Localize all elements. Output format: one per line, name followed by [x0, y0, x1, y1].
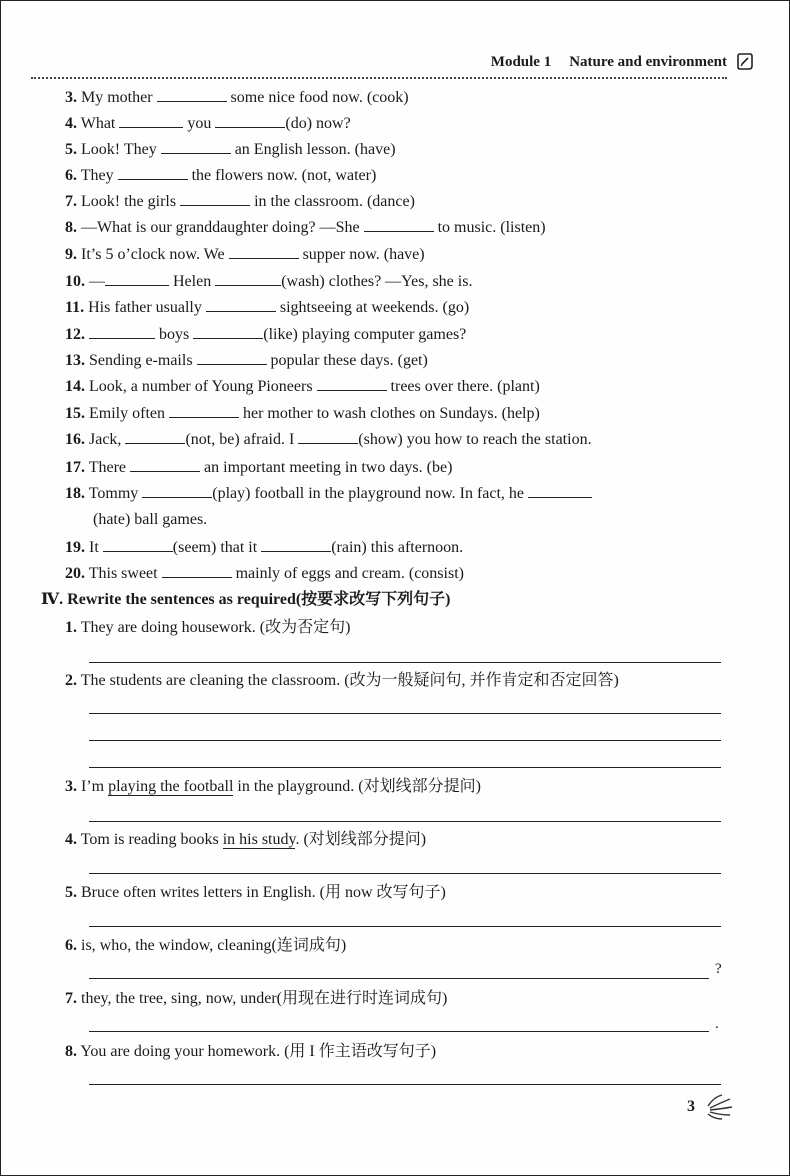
end-punctuation: . — [715, 1016, 719, 1032]
list-item: 18. Tommy (play) football in the playground now. In fact, he — [65, 483, 592, 504]
rewrite-item: 1. They are doing housework. (改为否定句) — [65, 619, 351, 636]
answer-blank[interactable] — [157, 87, 227, 102]
answer-blank[interactable] — [162, 563, 232, 578]
answer-line[interactable] — [89, 926, 721, 927]
answer-line[interactable] — [89, 713, 721, 714]
answer-blank[interactable] — [215, 113, 285, 128]
answer-blank[interactable] — [215, 271, 281, 286]
page-number: 3 — [687, 1098, 695, 1115]
pencil-note-icon — [735, 52, 755, 72]
list-item: 12. boys (like) playing computer games? — [65, 326, 467, 343]
answer-blank[interactable] — [298, 429, 358, 444]
answer-line[interactable] — [89, 821, 721, 822]
rewrite-item: 2. The students are cleaning the classroom. (改为一般疑问句, 并作肯定和否定回答) — [65, 672, 619, 689]
answer-blank[interactable] — [317, 376, 387, 391]
section-heading: Ⅳ. Rewrite the sentences as required(按要求改写下列句子) — [41, 591, 451, 608]
list-item: 16. Jack, (not, be) afraid. I (show) you how to reach the station. — [65, 431, 592, 448]
leaf-ornament-icon — [704, 1091, 736, 1121]
list-item: 6. They the flowers now. (not, water) — [65, 167, 377, 184]
answer-line[interactable] — [89, 767, 721, 768]
list-item-continuation: (hate) ball games. — [93, 511, 208, 528]
answer-blank[interactable] — [206, 297, 276, 312]
module-title: Nature and environment — [569, 54, 727, 70]
underlined-phrase: playing the football — [108, 778, 234, 795]
answer-blank[interactable] — [130, 457, 200, 472]
answer-blank[interactable] — [364, 217, 434, 232]
answer-line[interactable] — [89, 1031, 709, 1032]
answer-line[interactable] — [89, 662, 721, 663]
answer-blank[interactable] — [528, 483, 592, 498]
rewrite-item: 6. is, who, the window, cleaning(连词成句) — [65, 937, 347, 954]
list-item: 9. It’s 5 o’clock now. We supper now. (have) — [65, 246, 425, 263]
answer-blank[interactable] — [180, 191, 250, 206]
list-item: 15. Emily often her mother to wash clothes on Sundays. (help) — [65, 405, 540, 422]
underlined-phrase: in his study — [222, 831, 296, 848]
answer-blank[interactable] — [105, 271, 169, 286]
end-punctuation: ? — [715, 961, 722, 977]
answer-line[interactable] — [89, 1084, 721, 1085]
rewrite-item: 7. they, the tree, sing, now, under(用现在进行时连词成句) — [65, 990, 448, 1007]
rewrite-item: 8. You are doing your homework. (用 I 作主语改写句子) — [65, 1043, 437, 1060]
list-item: 10. — Helen (wash) clothes? —Yes, she is. — [65, 273, 473, 290]
list-item: 5. Look! They an English lesson. (have) — [65, 141, 396, 158]
answer-line[interactable] — [89, 978, 709, 979]
page-header — [31, 51, 727, 79]
list-item: 14. Look, a number of Young Pioneers trees over there. (plant) — [65, 378, 540, 395]
list-item: 3. My mother some nice food now. (cook) — [65, 89, 409, 106]
list-item: 11. His father usually sightseeing at weekends. (go) — [65, 299, 470, 316]
answer-blank[interactable] — [142, 483, 212, 498]
list-item: 19. It (seem) that it (rain) this afternoon. — [65, 539, 464, 556]
answer-blank[interactable] — [119, 113, 183, 128]
answer-blank[interactable] — [169, 403, 239, 418]
answer-line[interactable] — [89, 740, 721, 741]
answer-blank[interactable] — [229, 244, 299, 259]
answer-blank[interactable] — [89, 324, 155, 339]
list-item: 7. Look! the girls in the classroom. (dance) — [65, 193, 415, 210]
answer-blank[interactable] — [118, 165, 188, 180]
answer-blank[interactable] — [197, 350, 267, 365]
answer-blank[interactable] — [103, 537, 173, 552]
answer-blank[interactable] — [261, 537, 331, 552]
rewrite-item: 5. Bruce often writes letters in English. (用 now 改写句子) — [65, 884, 446, 901]
answer-blank[interactable] — [161, 139, 231, 154]
list-item: 20. This sweet mainly of eggs and cream. (consist) — [65, 565, 464, 582]
list-item: 8. —What is our granddaughter doing? —She to music. (listen) — [65, 219, 546, 236]
module-label: Module 1 — [490, 54, 552, 70]
answer-blank[interactable] — [125, 429, 185, 444]
rewrite-item: 4. Tom is reading books in his study. (对划线部分提问) — [65, 831, 427, 848]
list-item: 13. Sending e-mails popular these days. (get) — [65, 352, 428, 369]
answer-blank[interactable] — [193, 324, 263, 339]
rewrite-item: 3. I’m playing the football in the playground. (对划线部分提问) — [65, 778, 481, 795]
list-item: 17. There an important meeting in two days. (be) — [65, 459, 453, 476]
list-item: 4. What you (do) now? — [65, 115, 351, 132]
answer-line[interactable] — [89, 873, 721, 874]
